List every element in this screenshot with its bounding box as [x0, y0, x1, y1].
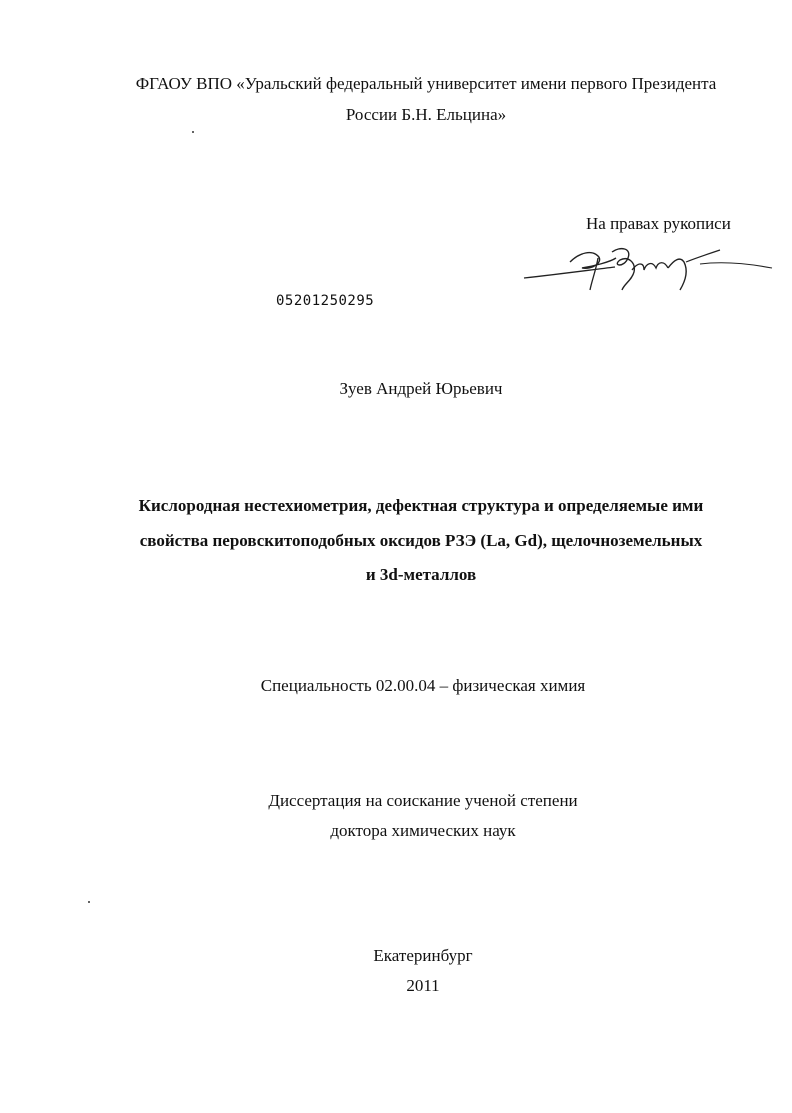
- handwritten-signature: [520, 240, 780, 296]
- year: 2011: [406, 976, 440, 995]
- specialty: Специальность 02.00.04 – физическая химия: [260, 676, 586, 695]
- city: Екатеринбург: [373, 946, 473, 965]
- title-line-2: свойства перовскитоподобных оксидов РЗЭ (La, Gd), щелочноземельных: [139, 531, 703, 550]
- author-name: Зуев Андрей Юрьевич: [339, 379, 503, 398]
- scan-speck: [192, 131, 194, 133]
- title-line-1: Кислородная нестехиометрия, дефектная структура и определяемые ими: [138, 496, 704, 515]
- institution-line-2: России Б.Н. Ельцина»: [345, 105, 507, 124]
- degree-line-1: Диссертация на соискание ученой степени: [268, 791, 578, 810]
- degree-line-2: доктора химических наук: [330, 821, 516, 840]
- title-line-3: и 3d-металлов: [365, 565, 477, 584]
- library-code: 05201250295: [276, 293, 375, 309]
- institution-line-1: ФГАОУ ВПО «Уральский федеральный университет имени первого Президента: [135, 74, 717, 93]
- scan-speck-2: [88, 901, 90, 903]
- rights-note: На правах рукописи: [586, 214, 731, 233]
